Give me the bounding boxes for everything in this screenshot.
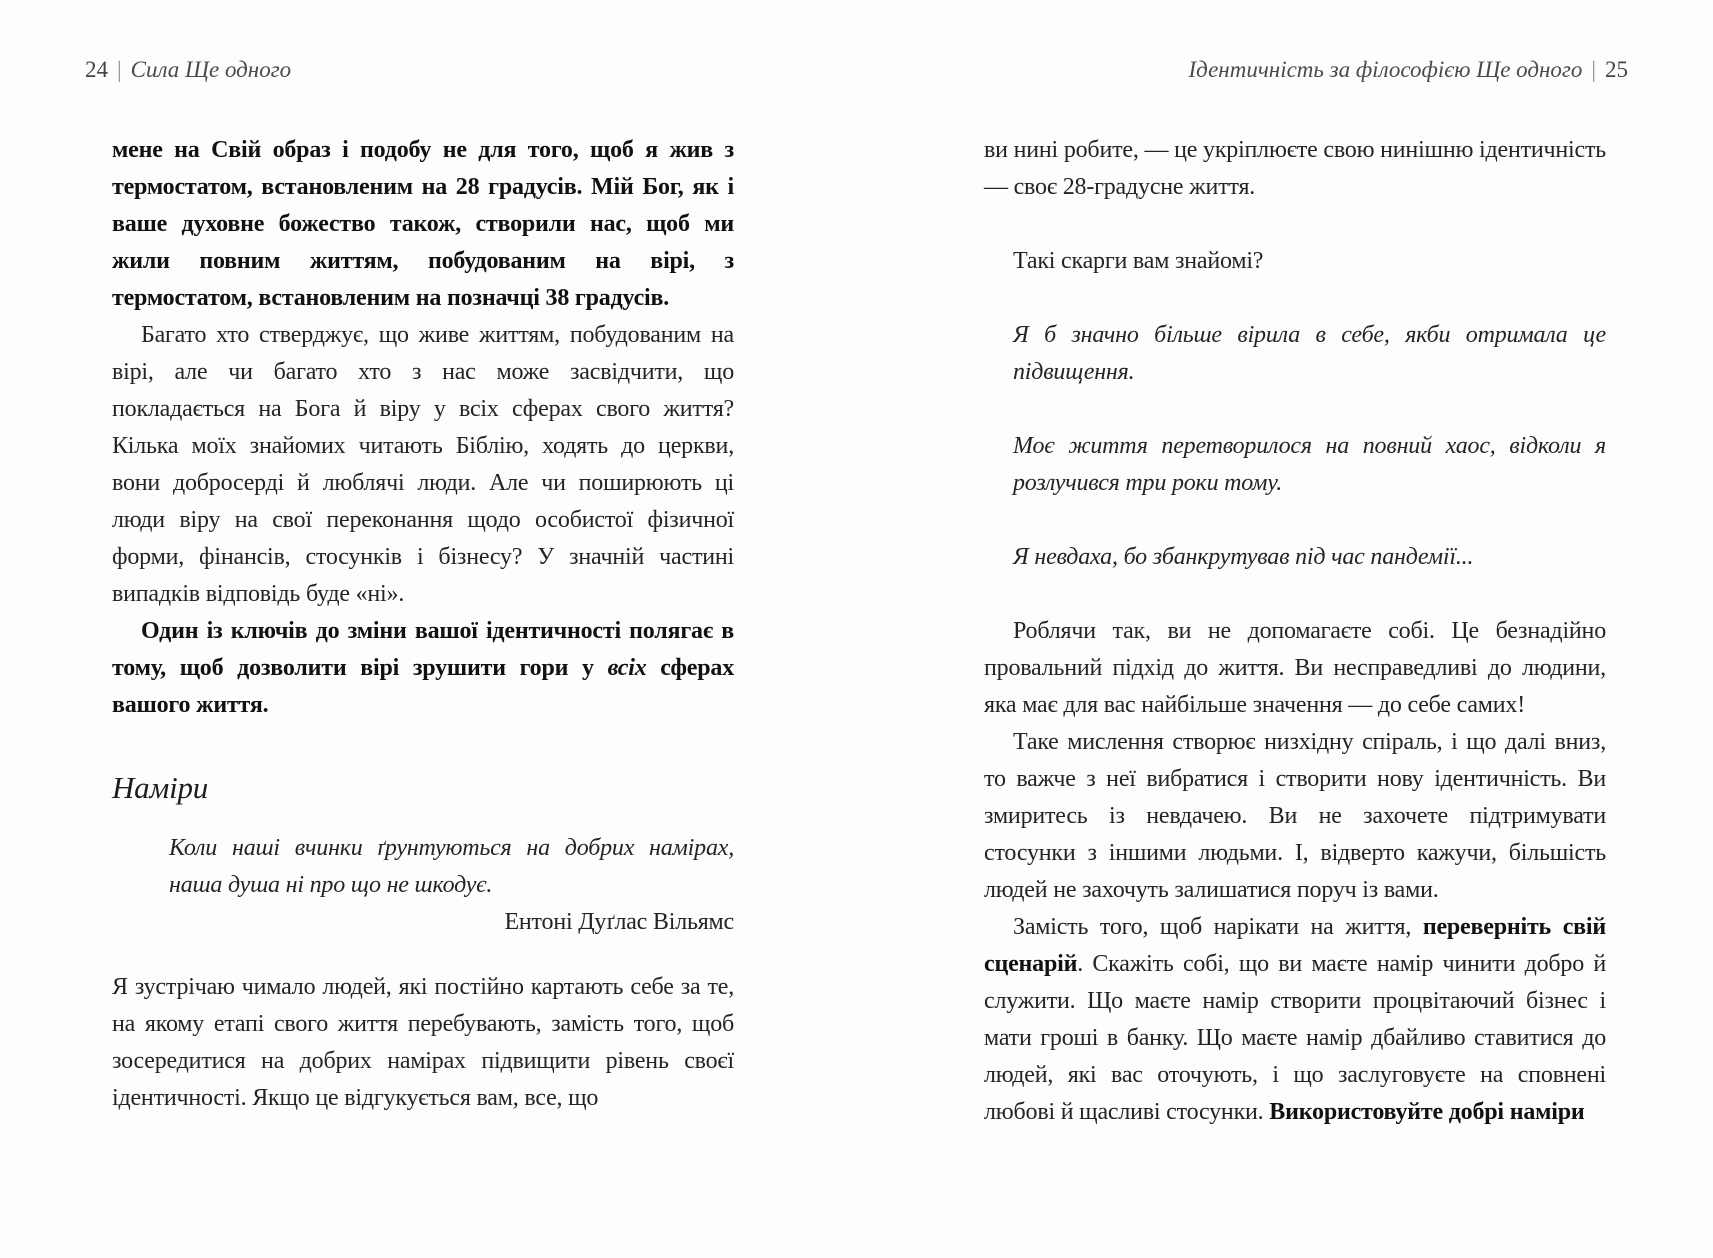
right-page-text xyxy=(984,132,1606,1131)
quote-attribution: Ентоні Дуґлас Вільямс xyxy=(504,909,734,935)
running-header-left xyxy=(85,56,291,84)
section-heading: Наміри xyxy=(112,770,209,805)
header-separator: | xyxy=(117,57,122,82)
quote-paragraph: Я б значно більше вірила в себе, якби отримала це підвищення. xyxy=(1013,322,1606,385)
left-running-title: Сила Ще одного xyxy=(130,57,292,82)
quote-paragraph: Моє життя перетворилося на повний хаос, відколи я розлучився три роки тому. xyxy=(1013,433,1606,496)
running-header-right xyxy=(1189,56,1628,84)
body-paragraph: ви нині робите, — це укріплюєте свою нинішню ідентичність — своє 28-градусне життя. xyxy=(984,137,1606,200)
body-paragraph: Багато хто стверджує, що живе життям, побудованим на вірі, але чи багато хто з нас може засвідчити, що покладається на Бога й віру у всіх сферах свого життя? Кілька моїх знайомих читають Біблію, ходять до церкви, вони добросерді й люблячі люди. Але чи поширюють ці люди віру на свої переконання щодо особистої фізичної форми, фінансів, стосунків і бізнесу? У значній частині випадків відповідь буде «ні». xyxy=(112,322,734,607)
body-paragraph: Один із ключів до зміни вашої ідентичності полягає в тому, щоб дозволити вірі зрушити гори у всіх сферах вашого життя. xyxy=(112,618,734,718)
left-page-text xyxy=(112,132,734,1117)
header-separator: | xyxy=(1591,57,1596,82)
body-paragraph: Замість того, щоб нарікати на життя, переверніть свій сценарій. Скажіть собі, що ви маєте намір чинити добро й служити. Що маєте намір створити процвітаючий бізнес і мати гроші в банку. Що маєте намір дбайливо ставитися до людей, які вас оточують, і що заслуговуєте на сповнені любові й щасливі стосунки. Використовуйте добрі наміри xyxy=(984,914,1606,1125)
body-paragraph: Я зустрічаю чимало людей, які постійно картають себе за те, на якому етапі свого життя перебувають, замість того, щоб зосередитися на добрих намірах підвищити рівень своєї ідентичності. Якщо це відгукується вам, все, що xyxy=(112,974,734,1111)
quote-paragraph: Коли наші вчинки ґрунтуються на добрих намірах, наша душа ні про що не шкодує. xyxy=(169,835,734,898)
body-paragraph: Такі скарги вам знайомі? xyxy=(1013,248,1264,274)
right-running-title: Ідентичність за філософією Ще одного xyxy=(1188,57,1583,82)
body-paragraph: Таке мислення створює низхідну спіраль, і що далі вниз, то важче з неї вибратися і створити нову ідентичність. Ви змиритесь із невдачею. Ви не захочете підтримувати стосунки з іншими людьми. І, відверто кажучи, більшість людей не захочуть залишатися поруч із вами. xyxy=(984,729,1606,903)
right-page-number: 25 xyxy=(1605,57,1628,82)
quote-paragraph: Я невдаха, бо збанкрутував під час пандемії... xyxy=(1013,544,1474,570)
left-page-number: 24 xyxy=(85,57,108,82)
body-paragraph: мене на Свій образ і подобу не для того, щоб я жив з термостатом, встановленим на 28 градусів. Мій Бог, як і ваше духовне божество також, створили нас, щоб ми жили повним життям, побудованим на вірі, з термостатом, встановленим на позначці 38 градусів. xyxy=(112,137,734,311)
body-paragraph: Роблячи так, ви не допомагаєте собі. Це безнадійно провальний підхід до життя. Ви несправедливі до людини, яка має для вас найбільше значення — до себе самих! xyxy=(984,618,1606,718)
